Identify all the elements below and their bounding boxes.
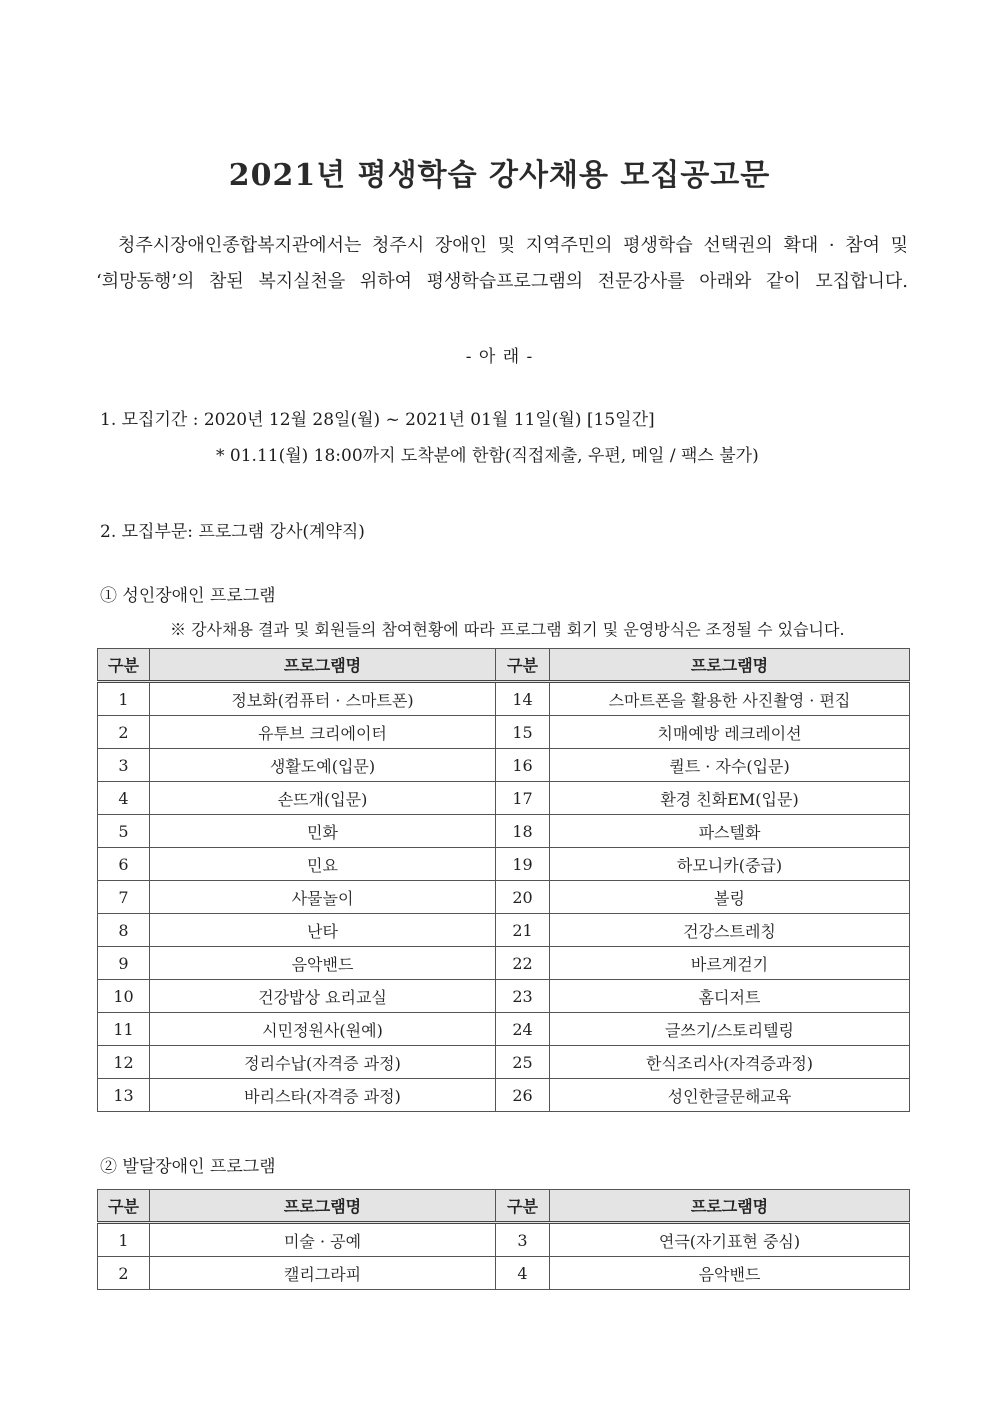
cell-number: 11 [98,1013,150,1046]
cell-program: 건강스트레칭 [550,914,910,947]
document-title: 2021년 평생학습 강사채용 모집공고문 [228,158,771,193]
cell-program: 바리스타(자격증 과정) [150,1079,496,1112]
table-row [98,716,910,749]
cell-number: 15 [496,716,550,749]
section-2-heading: 2. 모집부문: 프로그램 강사(계약직) [100,522,365,542]
table-row [98,881,910,914]
table-row [98,848,910,881]
table-row [98,782,910,815]
cell-program: 정리수납(자격증 과정) [150,1046,496,1079]
intro-line-2: ‘희망동행’의 참된 복지실천을 위하여 평생학습프로그램의 전문강사를 아래와 같이 모집합니다. [96,271,908,292]
table-row [98,682,910,716]
adult-program-heading: ① 성인장애인 프로그램 [100,586,276,606]
section-1-note: * 01.11(월) 18:00까지 도착분에 한함(직접제출, 우편, 메일 / 팩스 불가) [216,446,759,466]
cell-program: 정보화(컴퓨터 · 스마트폰) [150,682,496,716]
cell-program: 민요 [150,848,496,881]
cell-program: 환경 친화EM(입문) [550,782,910,815]
cell-number: 7 [98,881,150,914]
cell-program: 손뜨개(입문) [150,782,496,815]
cell-program: 연극(자기표현 중심) [550,1223,910,1257]
table-row [98,1223,910,1257]
adult-program-note: ※ 강사채용 결과 및 회원들의 참여현황에 따라 프로그램 회기 및 운영방식은 조정될 수 있습니다. [170,620,845,639]
cell-program: 퀼트 · 자수(입문) [550,749,910,782]
cell-number: 6 [98,848,150,881]
header-program-name: 프로그램명 [550,1190,910,1223]
table-header-row [98,1190,910,1223]
adult-program-table [97,648,910,1112]
header-category: 구분 [98,649,150,682]
cell-program: 민화 [150,815,496,848]
cell-number: 5 [98,815,150,848]
table-row [98,947,910,980]
cell-number: 20 [496,881,550,914]
cell-number: 16 [496,749,550,782]
intro-line-1: 청주시장애인종합복지관에서는 청주시 장애인 및 지역주민의 평생학습 선택권의 확대 · 참여 및 [118,235,908,256]
cell-number: 17 [496,782,550,815]
header-category: 구분 [496,649,550,682]
intro-paragraph [96,228,908,300]
cell-program: 파스텔화 [550,815,910,848]
cell-number: 4 [98,782,150,815]
cell-program: 난타 [150,914,496,947]
cell-program: 치매예방 레크레이션 [550,716,910,749]
header-program-name: 프로그램명 [150,649,496,682]
cell-program: 성인한글문해교육 [550,1079,910,1112]
header-program-name: 프로그램명 [150,1190,496,1223]
developmental-program-table [97,1189,910,1290]
cell-program: 건강밥상 요리교실 [150,980,496,1013]
cell-program: 한식조리사(자격증과정) [550,1046,910,1079]
cell-number: 18 [496,815,550,848]
cell-program: 음악밴드 [150,947,496,980]
cell-number: 26 [496,1079,550,1112]
cell-number: 24 [496,1013,550,1046]
cell-program: 음악밴드 [550,1257,910,1290]
cell-program: 홈디저트 [550,980,910,1013]
cell-number: 8 [98,914,150,947]
cell-program: 하모니카(중급) [550,848,910,881]
developmental-program-heading: ② 발달장애인 프로그램 [100,1157,276,1177]
cell-number: 1 [98,1223,150,1257]
cell-number: 12 [98,1046,150,1079]
section-1-heading: 1. 모집기간 : 2020년 12월 28일(월) ~ 2021년 01월 11일(월) [15일간] [100,410,655,430]
header-category: 구분 [98,1190,150,1223]
cell-number: 19 [496,848,550,881]
cell-number: 3 [98,749,150,782]
cell-program: 사물놀이 [150,881,496,914]
table-row [98,980,910,1013]
cell-number: 4 [496,1257,550,1290]
cell-program: 스마트폰을 활용한 사진촬영 · 편집 [550,682,910,716]
cell-number: 10 [98,980,150,1013]
below-label: - 아 래 - [465,347,534,367]
cell-program: 볼링 [550,881,910,914]
cell-program: 바르게걷기 [550,947,910,980]
cell-program: 유투브 크리에이터 [150,716,496,749]
cell-program: 글쓰기/스토리텔링 [550,1013,910,1046]
table-row [98,1257,910,1290]
table-row [98,1046,910,1079]
table-row [98,749,910,782]
cell-number: 3 [496,1223,550,1257]
cell-number: 2 [98,716,150,749]
cell-number: 14 [496,682,550,716]
table-row [98,815,910,848]
cell-number: 2 [98,1257,150,1290]
header-program-name: 프로그램명 [550,649,910,682]
cell-program: 시민정원사(원예) [150,1013,496,1046]
cell-program: 캘리그라피 [150,1257,496,1290]
table-row [98,1013,910,1046]
cell-program: 미술 · 공예 [150,1223,496,1257]
table-header-row [98,649,910,682]
table-row [98,914,910,947]
cell-program: 생활도예(입문) [150,749,496,782]
cell-number: 22 [496,947,550,980]
cell-number: 21 [496,914,550,947]
header-category: 구분 [496,1190,550,1223]
cell-number: 1 [98,682,150,716]
cell-number: 9 [98,947,150,980]
cell-number: 13 [98,1079,150,1112]
cell-number: 25 [496,1046,550,1079]
cell-number: 23 [496,980,550,1013]
table-row [98,1079,910,1112]
